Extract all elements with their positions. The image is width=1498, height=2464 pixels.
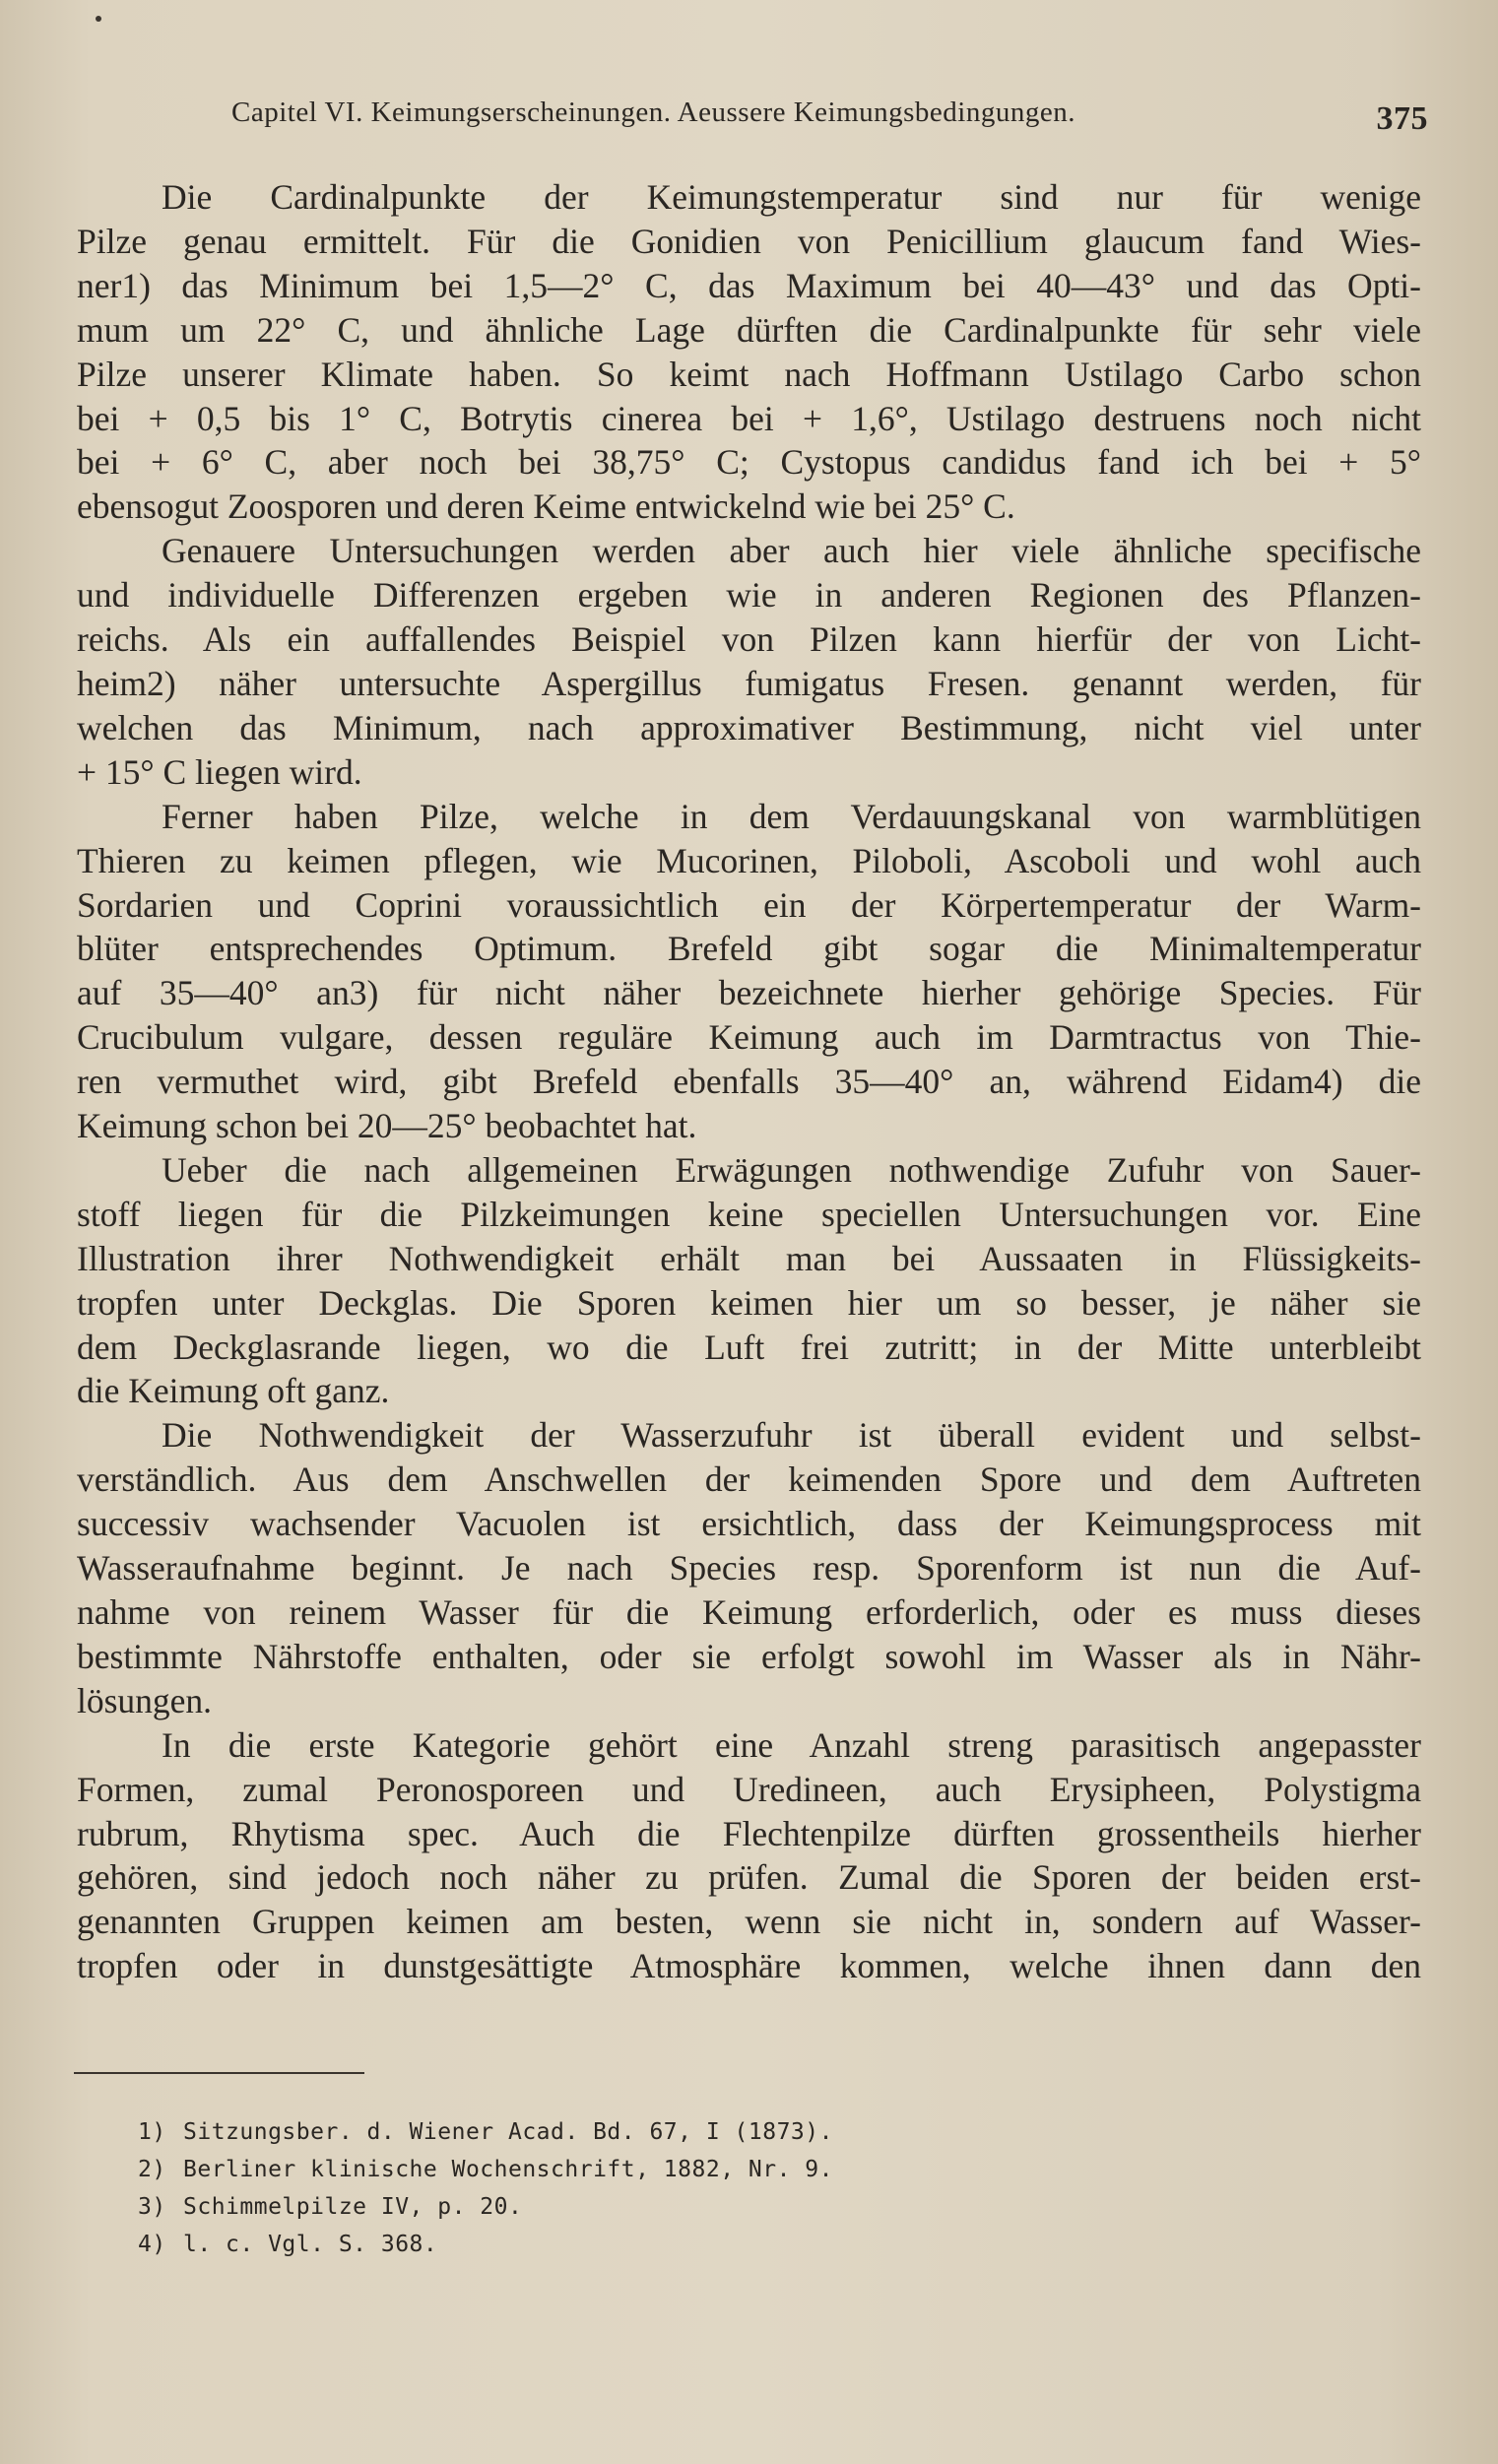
text-line: bestimmte Nährstoffe enthalten, oder sie erfolgt sowohl im Wasser als in Nähr- <box>77 1636 1421 1676</box>
text-line: Ferner haben Pilze, welche in dem Verdauungskanal von warmblütigen <box>162 796 1421 836</box>
footnote <box>138 2188 1123 2226</box>
text-line: tropfen unter Deckglas. Die Sporen keimen hier um so besser, je näher sie <box>77 1282 1421 1323</box>
paragraph <box>77 175 1421 529</box>
text-line: genannten Gruppen keimen am besten, wenn sie nicht in, sondern auf Wasser- <box>77 1902 1421 1942</box>
text-line: Formen, zumal Peronosporeen und Uredineen, auch Erysipheen, Polystigma <box>77 1769 1421 1809</box>
text-line: welchen das Minimum, nach approximativer Bestimmung, nicht viel unter <box>77 707 1421 747</box>
text-line: Ueber die nach allgemeinen Erwägungen nothwendige Zufuhr von Sauer- <box>162 1149 1421 1190</box>
text-line: Die Nothwendigkeit der Wasserzufuhr ist überall evident und selbst- <box>162 1415 1421 1456</box>
footnotes <box>138 2113 1123 2263</box>
paragraph <box>77 1148 1421 1413</box>
text-line: In die erste Kategorie gehört eine Anzahl streng parasitisch angepasster <box>162 1724 1421 1765</box>
paragraph <box>77 795 1421 1148</box>
text-line: Illustration ihrer Nothwendigkeit erhält man bei Aussaaten in Flüssigkeits- <box>77 1238 1421 1278</box>
text-line: Crucibulum vulgare, dessen reguläre Keimung auch im Darmtractus von Thie- <box>77 1017 1421 1058</box>
body-text <box>77 175 1421 1988</box>
footnote-text: Berliner klinische Wochenschrift, 1882, Nr. 9. <box>183 2157 833 2182</box>
text-line: gehören, sind jedoch noch näher zu prüfen. Zumal die Sporen der beiden erst- <box>77 1857 1421 1898</box>
footnote <box>138 2226 1123 2263</box>
text-line: und individuelle Differenzen ergeben wie in anderen Regionen des Pflanzen- <box>77 575 1421 616</box>
text-line: stoff liegen für die Pilzkeimungen keine speciellen Untersuchungen vor. Eine <box>77 1194 1421 1234</box>
footnote-number: 2) <box>138 2157 166 2182</box>
footnote-separator <box>74 2072 364 2074</box>
text-line: Die Cardinalpunkte der Keimungstemperatur sind nur für wenige <box>162 177 1421 217</box>
text-line: dem Deckglasrande liegen, wo die Luft frei zutritt; in der Mitte unterbleibt <box>77 1327 1421 1367</box>
text-line: auf 35—40° an3) für nicht näher bezeichnete hierher gehörige Species. Für <box>77 973 1421 1013</box>
text-line: die Keimung oft ganz. <box>77 1371 390 1411</box>
footnote-text: l. c. Vgl. S. 368. <box>183 2232 438 2257</box>
text-line: bei + 6° C, aber noch bei 38,75° C; Cystopus candidus fand ich bei + 5° <box>77 442 1421 483</box>
text-line: Genauere Untersuchungen werden aber auch hier viele ähnliche specifische <box>162 531 1421 571</box>
text-line: lösungen. <box>77 1680 213 1720</box>
running-title: Capitel VI. Keimungserscheinungen. Aeussere Keimungsbedingungen. <box>231 97 1075 128</box>
text-line: rubrum, Rhytisma spec. Auch die Flechtenpilze dürften grossentheils hierher <box>77 1813 1421 1853</box>
text-line: nahme von reinem Wasser für die Keimung erforderlich, oder es muss dieses <box>77 1592 1421 1632</box>
page-number: 375 <box>1376 100 1428 137</box>
text-line: verständlich. Aus dem Anschwellen der keimenden Spore und dem Auftreten <box>77 1459 1421 1500</box>
footnote-number: 3) <box>138 2194 166 2220</box>
print-speck <box>96 16 101 22</box>
text-line: ebensogut Zoosporen und deren Keime entwickelnd wie bei 25° C. <box>77 486 1015 527</box>
footnote-text: Sitzungsber. d. Wiener Acad. Bd. 67, I (1873). <box>183 2119 833 2145</box>
text-line: ren vermuthet wird, gibt Brefeld ebenfalls 35—40° an, während Eidam4) die <box>77 1062 1421 1102</box>
page-header <box>231 97 1428 156</box>
text-line: heim2) näher untersuchte Aspergillus fumigatus Fresen. genannt werden, für <box>77 663 1421 703</box>
footnote <box>138 2113 1123 2151</box>
text-line: successiv wachsender Vacuolen ist ersichtlich, dass der Keimungsprocess mit <box>77 1504 1421 1544</box>
text-line: Wasseraufnahme beginnt. Je nach Species resp. Sporenform ist nun die Auf- <box>77 1548 1421 1589</box>
text-line: reichs. Als ein auffallendes Beispiel von Pilzen kann hierfür der von Licht- <box>77 619 1421 660</box>
text-line: ner1) das Minimum bei 1,5—2° C, das Maximum bei 40—43° und das Opti- <box>77 265 1421 305</box>
footnote <box>138 2151 1123 2188</box>
text-line: Pilze unserer Klimate haben. So keimt nach Hoffmann Ustilago Carbo schon <box>77 354 1421 394</box>
text-line: mum um 22° C, und ähnliche Lage dürften die Cardinalpunkte für sehr viele <box>77 309 1421 350</box>
paragraph <box>77 1723 1421 1988</box>
footnote-text: Schimmelpilze IV, p. 20. <box>183 2194 523 2220</box>
text-line: tropfen oder in dunstgesättigte Atmosphäre kommen, welche ihnen dann den <box>77 1946 1421 1986</box>
text-line: + 15° C liegen wird. <box>77 751 362 792</box>
footnote-number: 4) <box>138 2232 166 2257</box>
text-line: Thieren zu keimen pflegen, wie Mucorinen, Piloboli, Ascoboli und wohl auch <box>77 840 1421 880</box>
text-line: blüter entsprechendes Optimum. Brefeld gibt sogar die Minimaltemperatur <box>77 929 1421 969</box>
paragraph <box>77 1413 1421 1722</box>
footnote-number: 1) <box>138 2119 166 2145</box>
text-line: bei + 0,5 bis 1° C, Botrytis cinerea bei + 1,6°, Ustilago destruens noch nicht <box>77 398 1421 438</box>
text-line: Pilze genau ermittelt. Für die Gonidien von Penicillium glaucum fand Wies- <box>77 221 1421 261</box>
text-line: Keimung schon bei 20—25° beobachtet hat. <box>77 1106 697 1146</box>
paragraph <box>77 529 1421 794</box>
text-line: Sordarien und Coprini voraussichtlich ein der Körpertemperatur der Warm- <box>77 884 1421 925</box>
